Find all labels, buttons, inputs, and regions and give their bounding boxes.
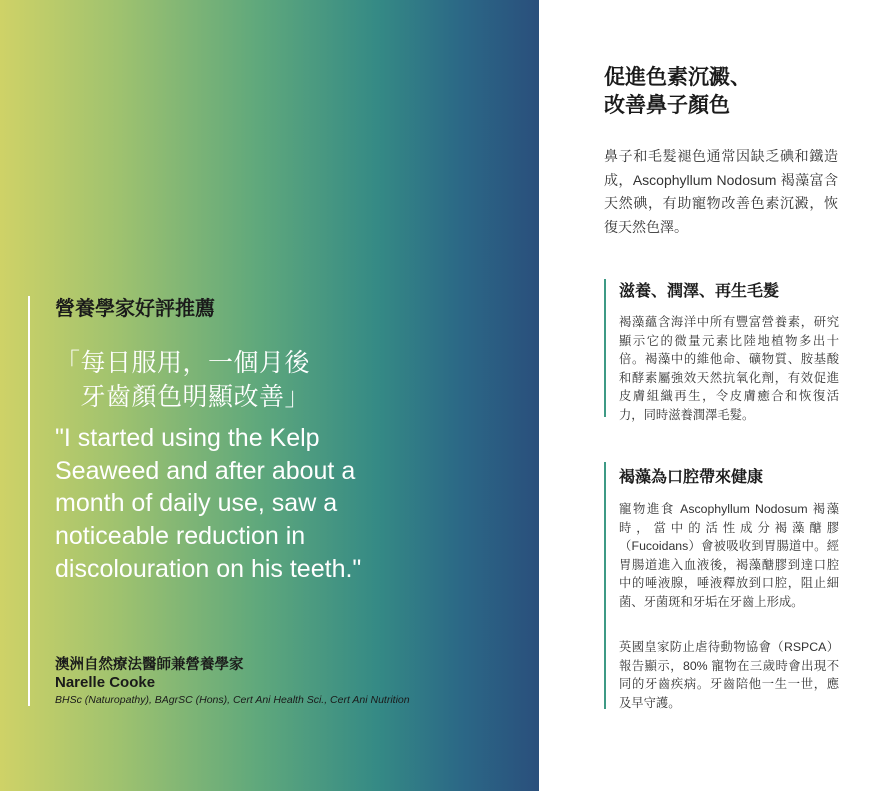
section-hair-text: 褐藻蘊含海洋中所有豐富營養素，研究顯示它的微量元素比陸地植物多出十倍。褐藻中的維他命、礦物質、胺基酸和酵素屬強效天然抗氧化劑，有效促進皮膚組織再生，令皮膚癒合和恢復活力，同時滋養潤澤毛髮。 [619, 315, 839, 422]
main-paragraph: 鼻子和毛髮褪色通常因缺乏碘和鐵造成，Ascophyllum Nodosum 褐藻富含天然碘，有助寵物改善色素沉澱，恢復天然色澤。 [604, 148, 838, 235]
section-hair-heading: 滋養、潤澤、再生毛髮 [619, 283, 780, 300]
main-heading [604, 64, 751, 120]
section-oral-text-1: 寵物進食 Ascophyllum Nodosum 褐藻時，當中的活性成分褐藻醣膠（Fucoidans）會被吸收到胃腸道中。經胃腸道進入血液後，褐藻醣膠到達口腔中的唾液腺，唾液釋放到口腔，阻止細菌、牙菌斑和牙垢在牙齒上形成。 [619, 502, 839, 609]
section-oral-heading: 褐藻為口腔帶來健康 [619, 469, 764, 486]
section-oral-health [604, 462, 839, 710]
quote-chinese-line-1: 「每日服用，一個月後 [55, 349, 311, 377]
testimonial-heading: 營養學家好評推薦 [55, 298, 215, 320]
author-block [55, 656, 410, 708]
main-heading-line-2: 改善鼻子顏色 [604, 94, 730, 117]
author-title: 澳洲自然療法醫師兼營養學家 [55, 657, 244, 673]
author-credentials: BHSc (Naturopathy), BAgrSC (Hons), Cert Ani Health Sci., Cert Ani Nutrition [55, 694, 410, 706]
right-column [540, 0, 875, 791]
quote-english: "I started using the Kelp Seaweed and after about a month of daily use, saw a noticeable reduction in discolouration on his teeth." [55, 424, 362, 583]
testimonial-block [28, 296, 410, 706]
author-name: Narelle Cooke [55, 674, 156, 691]
section-oral-text-2: 英國皇家防止虐待動物協會（RSPCA）報告顯示，80% 寵物在三歲時會出現不同的牙齒疾病。牙齒陪他一生一世，應及早守護。 [619, 640, 839, 710]
quote-chinese-line-2: 牙齒顏色明顯改善」 [55, 383, 311, 411]
quote-chinese [55, 346, 310, 414]
section-hair [604, 279, 839, 422]
main-heading-line-1: 促進色素沉澱、 [604, 66, 751, 89]
